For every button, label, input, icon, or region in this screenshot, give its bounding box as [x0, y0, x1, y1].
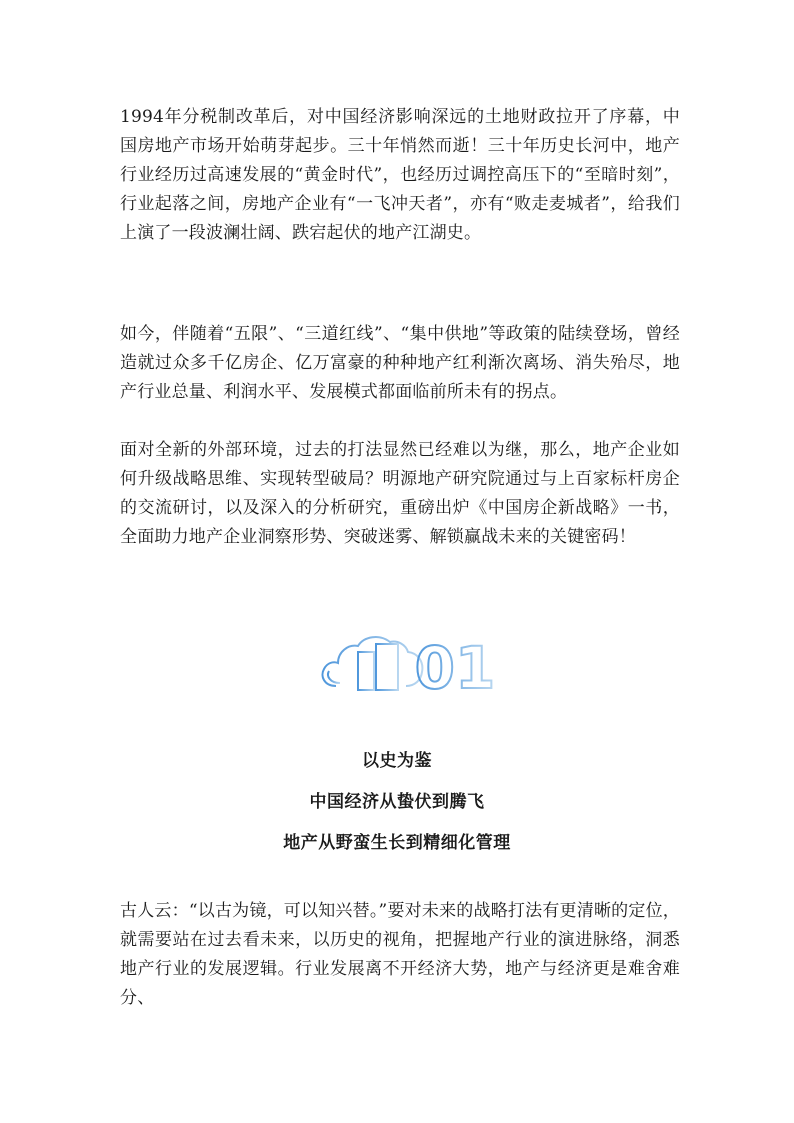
heading-line-1: 以史为鉴	[362, 751, 432, 771]
current-situation-paragraph: 如今，伴随着“五限”、“三道红线”、“集中供地”等政策的陆续登场，曾经造就过众多千亿房企、亿万富豪的种种地产红利渐次离场、消失殆尽，地产行业总量、利润水平、发展模式都面临前所未有的拐点。	[120, 324, 680, 402]
section-number-badge	[318, 626, 494, 696]
section-headings	[0, 748, 794, 871]
history-paragraph: 古人云：“以古为镜，可以知兴替。”要对未来的战略打法有更清晰的定位，就需要站在过去看未来，以历史的视角，把握地产行业的演进脉络，洞悉地产行业的发展逻辑。行业发展离不开经济大势，地产与经济更是难舍难分、	[120, 901, 680, 1008]
heading-line-3: 地产从野蛮生长到精细化管理	[283, 833, 511, 853]
intro-paragraph: 1994年分税制改革后，对中国经济影响深远的土地财政拉开了序幕，中国房地产市场开始萌芽起步。三十年悄然而逝！三十年历史长河中，地产行业经历过高速发展的“黄金时代”，也经历过调控高压下的“至暗时刻”，行业起落之间，房地产企业有“一飞冲天者”，亦有“败走麦城者”，给我们上演了一段波澜壮阔、跌宕起伏的地产江湖史。	[120, 107, 680, 243]
section-number: 01	[414, 634, 494, 696]
response-paragraph: 面对全新的外部环境，过去的打法显然已经难以为继，那么，地产企业如何升级战略思维、实现转型破局？明源地产研究院通过与上百家标杆房企的交流研讨，以及深入的分析研究，重磅出炉《中国房企新战略》一书，全面助力地产企业洞察形势、突破迷雾、解锁赢战未来的关键密码！	[120, 440, 680, 547]
heading-line-2: 中国经济从蛰伏到腾飞	[309, 792, 485, 812]
cloud-city-icon	[318, 626, 494, 696]
